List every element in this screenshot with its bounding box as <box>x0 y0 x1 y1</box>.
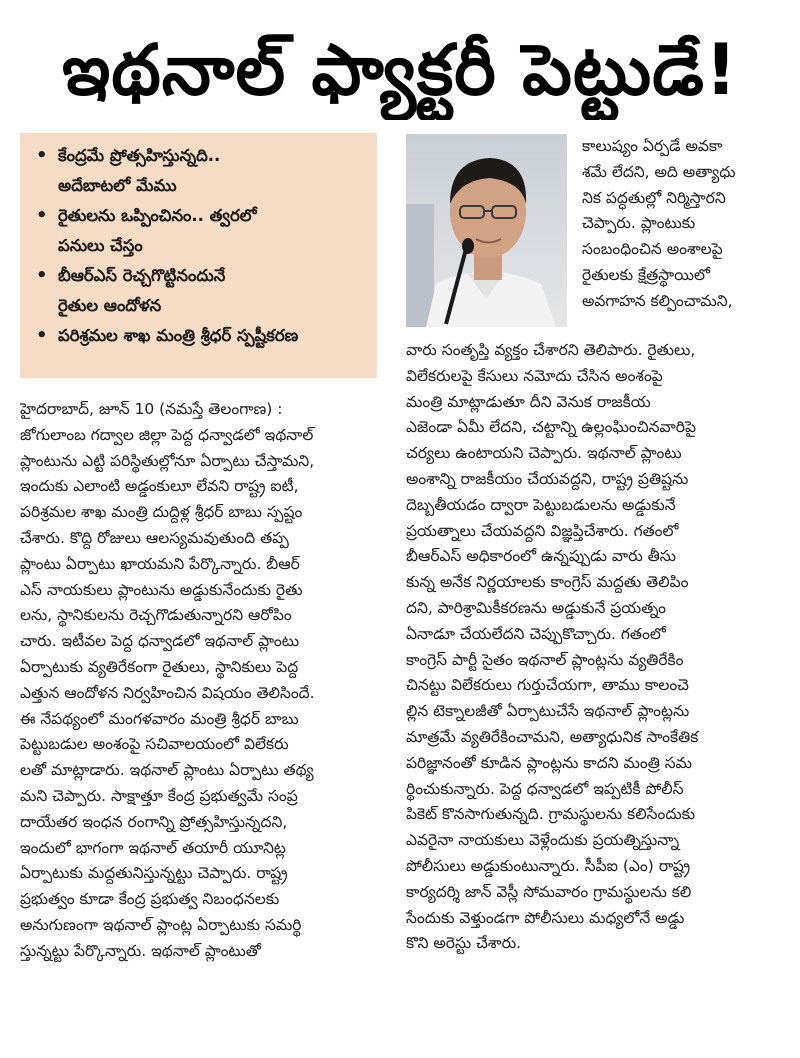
article-line: ఎత్తున ఆందోళన నిర్వహించిన విషయం తెలిసిందే. <box>20 683 315 702</box>
article-line: దెబ్బతీయడం ద్వారా పెట్టుబడులను అడ్డుకునే <box>406 495 676 514</box>
highlight-item <box>30 171 367 201</box>
article-line: కార్యదర్శి జాన్ వెస్లీ సోమవారం గ్రామస్థులను కలి <box>406 882 692 901</box>
article-line: ఎజెండా ఏమీ లేదని, చట్టాన్ని ఉల్లంఘించినవారిపై <box>406 418 696 437</box>
highlight-item <box>30 201 367 231</box>
article-line: కాంగ్రెస్ పార్టీ సైతం ఇథనాల్ ప్లాంట్లను వ్యతిరేకిం <box>406 650 684 669</box>
article-line: జోగులాంబ గద్వాల జిల్లా పెద్ద ధన్వాడలో ఇథనాల్ <box>20 425 314 444</box>
highlight-item <box>30 141 367 171</box>
highlight-text: పనులు చేస్తం <box>58 236 143 255</box>
article-line: ఏనాడూ చేయలేదని చెప్పుకొచ్చారు. గతంలో <box>406 624 666 643</box>
article-line: నిక పద్ధతుల్లో నిర్మిస్తారని <box>582 188 726 207</box>
article-line: ప్లాంటు ఏర్పాటు ఖాయమని పేర్కొన్నారు. బీఆర్ <box>20 554 300 573</box>
article-line: దాయేతర ఇంధన రంగాన్ని ప్రోత్సహిస్తున్నదని, <box>20 812 288 831</box>
article-line: ఎస్ నాయకులు ప్లాంటును అడ్డుకునేందుకు రైతు <box>20 580 303 599</box>
article-line: మాత్రమే వ్యతిరేకించామని, అత్యాధునిక సాంకేతిక <box>406 727 699 746</box>
highlights-box <box>20 133 377 378</box>
article-line: అనుగుణంగా ఇథనాల్ ప్లాంట్ల ఏర్పాటుకు సమర్థి <box>20 915 302 934</box>
article-line: ఎవరైనా నాయకులు వెళ్లేందుకు ప్రయత్నిస్తున్నా <box>406 831 680 850</box>
headline: ఇథనాల్ ఫ్యాక్టరీ పెట్టుడే! <box>62 29 738 111</box>
article-line: ప్రయత్నాలు చేయవద్దని విజ్ఞప్తిచేశారు. గతంలో <box>406 521 679 540</box>
article-line: కొని అరెస్టు చేశారు. <box>406 934 522 953</box>
article-line: ప్రభుత్వం కూడా కేంద్ర ప్రభుత్వ నిబంధనలకు <box>20 890 280 909</box>
article-line: చారు. ఇటీవల పెద్ద ధన్వాడలో ఇథనాల్ ప్లాంటు <box>20 632 300 651</box>
bullet-icon: • <box>36 265 48 286</box>
highlight-item <box>30 261 367 291</box>
article-line: కాలుష్యం ఏర్పడే అవకా <box>582 137 723 155</box>
article-line: స్తున్నట్టు పేర్కొన్నారు. ఇథనాల్ ప్లాంటుతో <box>20 941 261 960</box>
article-line: ఏర్పాటుకు వ్యతిరేకంగా రైతులు, స్థానికులు పెద్ద <box>20 657 299 676</box>
minister-photo <box>406 134 567 327</box>
article-line: ఇందులో భాగంగా ఇథనాల్ తయారీ యూనిట్ల <box>20 838 286 857</box>
article-column-left <box>20 397 378 965</box>
article-line: సంబంధించిన అంశాలపై <box>582 240 723 259</box>
article-line: శమే లేదని, అది అత్యాధు <box>582 162 736 181</box>
article-line: లను, స్థానికులను రెచ్చగొడుతున్నారని ఆరోపిం <box>20 606 292 625</box>
article-line: చెప్పారు. ప్లాంటుకు <box>582 214 696 233</box>
article-line: వారు సంతృప్తి వ్యక్తం చేశారని తెలిపారు. రైతులు, <box>406 341 696 359</box>
article-line: పికెట్ కొనసాగుతున్నది. గ్రామస్థులను కలిసేందుకు <box>406 805 696 824</box>
article-line: చేశారు. కొద్ది రోజులు ఆలస్యమవుతుంది తప్ప <box>20 528 289 547</box>
article-line: పరిశ్రమల శాఖ మంత్రి దుద్దిళ్ల శ్రీధర్ బాబు స్పష్టం <box>20 503 303 522</box>
article-line: బీఆర్ఎస్ అధికారంలో ఉన్నప్పుడు వారు తీసు <box>406 547 676 566</box>
article-line: పెట్టుబడుల అంశంపై సచివాలయంలో విలేకరు <box>20 735 289 754</box>
article-column-right-top <box>582 134 780 315</box>
article-line: సేందుకు వెళ్తుండగా పోలీసులు మధ్యలోనే అడ్డు <box>406 908 685 927</box>
highlight-item <box>30 291 367 321</box>
article-line: ఈ నేపథ్యంలో మంగళవారం మంత్రి శ్రీధర్ బాబు <box>20 709 299 728</box>
bullet-icon: • <box>36 205 48 226</box>
article-line: విలేకరులపై కేసులు నమోదు చేసిన అంశంపై <box>406 366 663 385</box>
article-line: ఇందుకు ఎలాంటి అడ్డంకులూ లేవని రాష్ట్ర ఐటీ, <box>20 477 299 496</box>
article-line: అవగాహన కల్పించామని, <box>582 291 733 310</box>
article-line: పరిజ్ఞానంతో కూడిన ప్లాంట్లను కాదని మంత్రి సమ <box>406 753 693 772</box>
highlight-text: కేంద్రమే ప్రోత్సహిస్తున్నది.. <box>58 146 221 165</box>
article-line: ర్థించుకున్నారు. పెద్ద ధన్వాడలో ఇప్పటికీ పోలీస్ <box>406 779 684 798</box>
highlight-text: బీఆర్ఎస్ రెచ్చగొట్టినందునే <box>58 266 226 285</box>
article-line: అంశాన్ని రాజకీయం చేయవద్దని, రాష్ట్ర ప్రతిష్టను <box>406 469 689 488</box>
bullet-icon: • <box>36 145 48 166</box>
article-line: రైతులకు క్షేత్రస్థాయిలో <box>582 265 710 284</box>
bullet-icon: • <box>36 325 48 346</box>
article-line: కున్న అనేక నిర్ణయాలకు కాంగ్రెస్ మద్దతు తెలిపిం <box>406 573 689 592</box>
highlight-item <box>30 231 367 261</box>
article-line: చర్యలు ఉంటాయని చెప్పారు. ఇథనాల్ ప్లాంటు <box>406 444 682 463</box>
highlight-item <box>30 321 367 351</box>
article-line: దని, పారిశ్రామికీకరణను అడ్డుకునే ప్రయత్నం <box>406 598 666 617</box>
article-line: ప్లాంటును ఎట్టి పరిస్థితుల్లోనూ ఏర్పాటు చేస్తామని, <box>20 451 315 470</box>
highlight-text: రైతులను ఒప్పించినం.. త్వరలో <box>58 206 257 225</box>
highlight-text: రైతుల ఆందోళన <box>58 296 162 315</box>
article-line: హైదరాబాద్, జూన్ 10 (నమస్తే తెలంగాణ) : <box>20 400 283 418</box>
article-line: చినట్టు విలేకరులు గుర్తుచేయగా, తాము కాలంచె <box>406 676 689 695</box>
minister-portrait-icon <box>406 134 567 327</box>
article-line: ల్లిన టెక్నాలజీతో ఏర్పాటుచేసే ఇథనాల్ ప్లాంట్లను <box>406 702 690 721</box>
article-line: ఏర్పాటుకు మద్దతునిస్తున్నట్టు చెప్పారు. రాష్ట్ర <box>20 864 288 883</box>
article-line: లతో మాట్లాడారు. ఇథనాల్ ప్లాంటు ఏర్పాటు తథ్య <box>20 761 314 780</box>
highlight-text: పరిశ్రమల శాఖ మంత్రి శ్రీధర్ స్పష్టీకరణ <box>58 326 299 345</box>
highlight-text: అదేబాటలో మేము <box>58 176 177 195</box>
article-line: మంత్రి మాట్లాడుతూ దీని వెనుక రాజకీయ <box>406 392 651 411</box>
article-line: మని చెప్పారు. సాక్షాత్తూ కేంద్ర ప్రభుత్వమే సంప్ర <box>20 786 298 805</box>
article-line: పోలీసులు అడ్డుకుంటున్నారు. సీపీఐ (ఎం) రాష్ట్ర <box>406 856 691 875</box>
article-column-right <box>406 338 780 957</box>
